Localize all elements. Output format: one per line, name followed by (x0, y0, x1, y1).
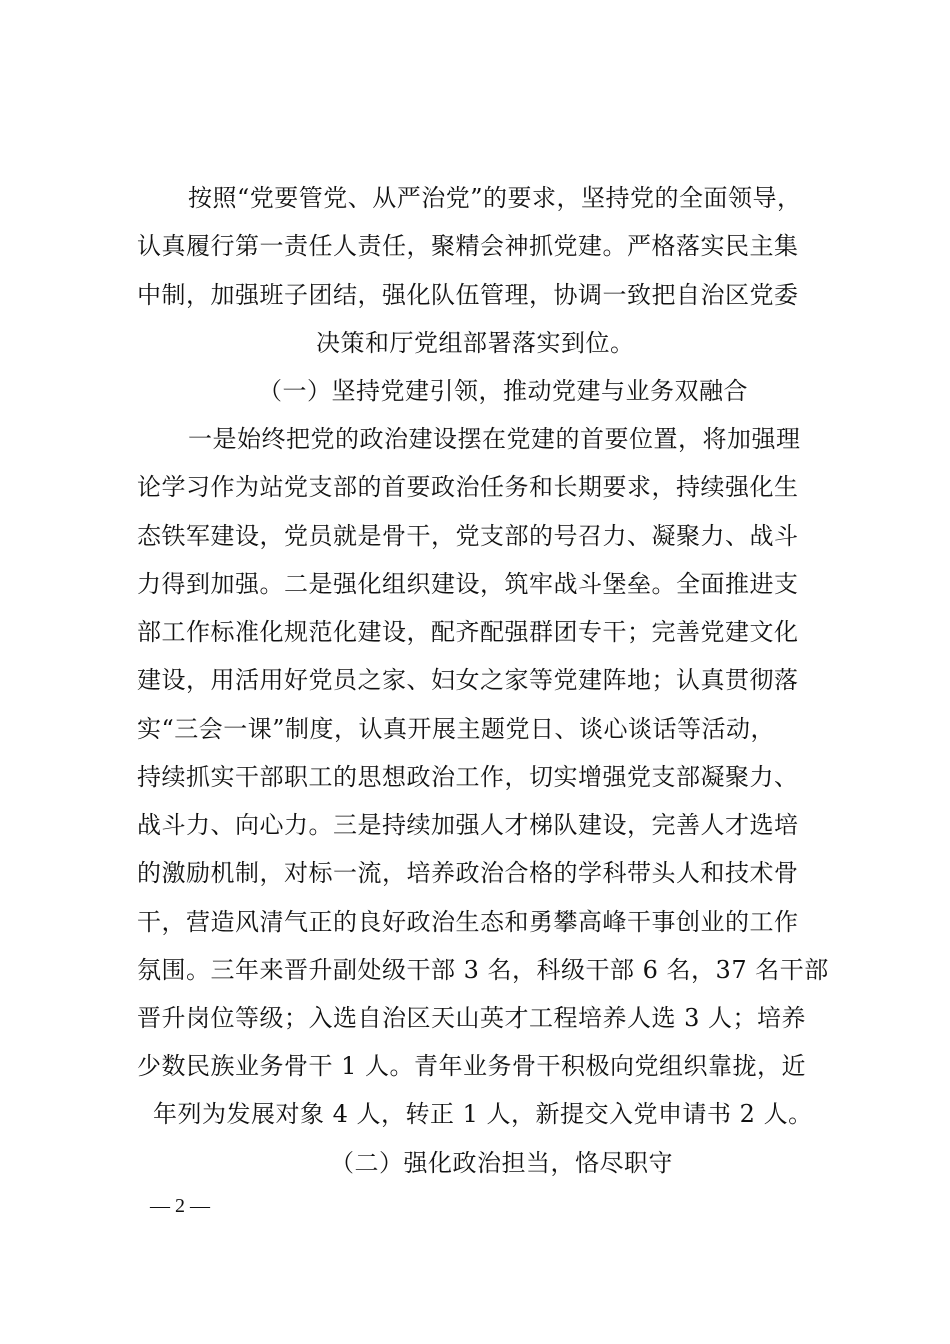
section-heading-1: （一）坚持党建引领，推动党建与业务双融合 (258, 377, 748, 405)
body-line-13: 晋升岗位等级；入选自治区天山英才工程培养人选 3 人；培养 (137, 1004, 807, 1032)
body-line-14: 少数民族业务骨干 1 人。青年业务骨干积极向党组织靠拢，近 (137, 1052, 807, 1080)
body-line-12: 氛围。三年来晋升副处级干部 3 名，科级干部 6 名，37 名干部 (137, 956, 829, 984)
body-line-8: 持续抓实干部职工的思想政治工作，切实增强党支部凝聚力、 (137, 763, 799, 791)
body-line-7: 实“三会一课”制度，认真开展主题党日、谈心谈话等活动， (137, 715, 776, 743)
page-number: — 2 — (150, 1195, 210, 1217)
body-line-1: 一是始终把党的政治建设摆在党建的首要位置，将加强理 (188, 425, 801, 453)
section-heading-2: （二）强化政治担当，恪尽职守 (330, 1149, 673, 1177)
body-line-11: 干，营造风清气正的良好政治生态和勇攀高峰干事创业的工作 (137, 908, 799, 936)
intro-line-2: 认真履行第一责任人责任，聚精会神抓党建。严格落实民主集 (137, 232, 799, 260)
body-line-9: 战斗力、向心力。三是持续加强人才梯队建设，完善人才选培 (137, 811, 799, 839)
body-line-4: 力得到加强。二是强化组织建设，筑牢战斗堡垒。全面推进支 (137, 570, 799, 598)
intro-line-4: 决策和厅党组部署落实到位。 (316, 329, 635, 357)
body-line-3: 态铁军建设，党员就是骨干，党支部的号召力、凝聚力、战斗 (137, 522, 799, 550)
body-line-2: 论学习作为站党支部的首要政治任务和长期要求，持续强化生 (137, 473, 799, 501)
body-line-5: 部工作标准化规范化建设，配齐配强群团专干；完善党建文化 (137, 618, 799, 646)
intro-line-1: 按照“党要管党、从严治党”的要求，坚持党的全面领导， (188, 184, 802, 212)
intro-line-3: 中制，加强班子团结，强化队伍管理，协调一致把自治区党委 (137, 281, 799, 309)
body-line-6: 建设，用活用好党员之家、妇女之家等党建阵地；认真贯彻落 (137, 666, 799, 694)
body-line-15: 年列为发展对象 4 人，转正 1 人，新提交入党申请书 2 人。 (153, 1100, 813, 1128)
body-line-10: 的激励机制，对标一流，培养政治合格的学科带头人和技术骨 (137, 859, 799, 887)
